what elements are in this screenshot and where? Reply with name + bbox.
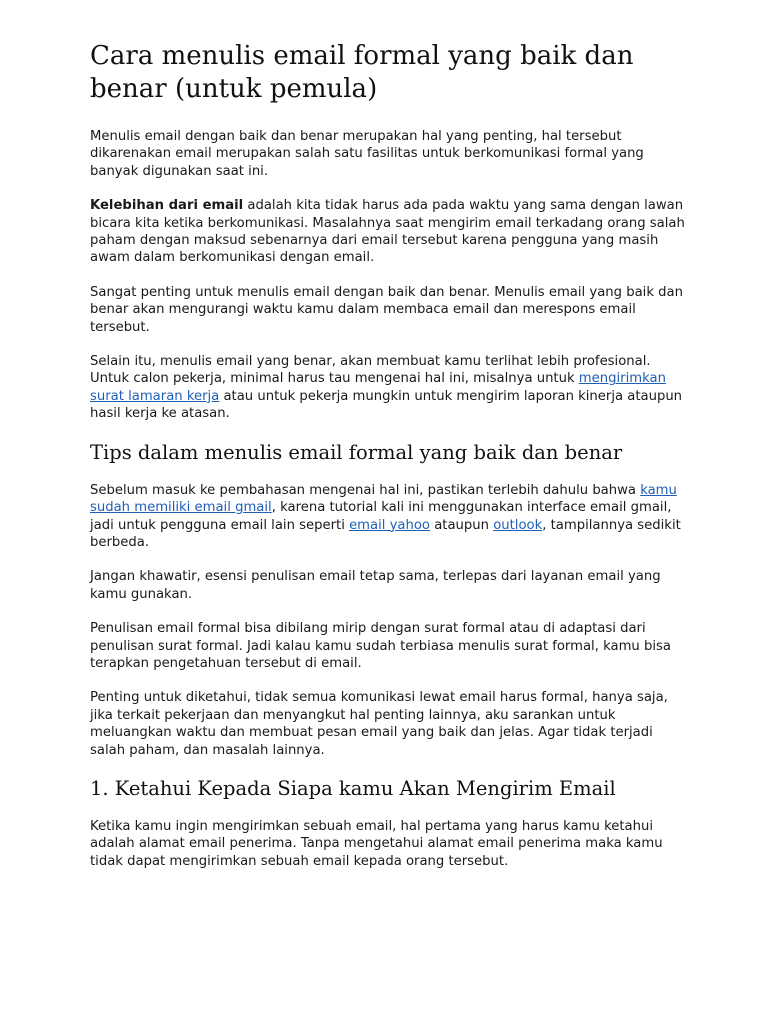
tips-paragraph-3: Penulisan email formal bisa dibilang mirip dengan surat formal atau di adaptasi dari penulisan surat formal. Jadi kalau kamu sudah terbiasa menulis surat formal, kamu bisa terapkan pengetahuan tersebut di email. [90,621,671,671]
intro-paragraph-2 [90,197,690,267]
document-title: Cara menulis email formal yang baik dan benar (untuk pemula) [90,41,634,104]
tips-paragraph-1 [90,482,690,552]
document-page [90,40,690,887]
paragraph-text: adalah kita tidak harus ada pada waktu yang sama dengan lawan bicara kita ketika berkomunikasi. Masalahnya saat mengirim email terkadang orang salah paham dengan maksud sebenarnya dari email tersebut karena pengguna yang masih awam dalam berkomunikasi dengan email. [90,198,685,266]
bold-term: Kelebihan dari email [90,198,244,214]
link-surat-lamaran[interactable]: mengirimkan surat lamaran kerja [90,371,666,404]
paragraph-text: ataupun [430,517,494,533]
intro-paragraph-1: Menulis email dengan baik dan benar merupakan hal yang penting, hal tersebut dikarenakan email merupakan salah satu fasilitas untuk berkomunikasi formal yang banyak digunakan saat ini. [90,129,644,179]
paragraph-text: atau untuk pekerja mungkin untuk mengirim laporan kinerja ataupun hasil kerja ke atasan. [90,388,683,422]
section-1-paragraph-1: Ketika kamu ingin mengirimkan sebuah email, hal pertama yang harus kamu ketahui adalah alamat email penerima. Tanpa mengetahui alamat email penerima maka kamu tidak dapat mengirimkan sebuah email kepada orang tersebut. [90,818,663,869]
tips-paragraph-2: Jangan khawatir, esensi penulisan email tetap sama, terlepas dari layanan email yang kamu gunakan. [90,569,661,602]
tips-heading: Tips dalam menulis email formal yang baik dan benar [90,440,623,464]
intro-paragraph-3: Sangat penting untuk menulis email dengan baik dan benar. Menulis email yang baik dan benar akan mengurangi waktu kamu dalam membaca email dan merespons email tersebut. [90,284,683,335]
intro-paragraph-4 [90,353,690,423]
paragraph-text: Selain itu, menulis email yang benar, akan membuat kamu terlihat lebih profesional. Untuk calon pekerja, minimal harus tau mengenai hal ini, misalnya untuk [90,354,651,387]
section-1-heading: 1. Ketahui Kepada Siapa kamu Akan Mengirim Email [90,776,616,800]
link-email-gmail[interactable]: kamu sudah memiliki email gmail [90,482,677,516]
paragraph-text: Sebelum masuk ke pembahasan mengenai hal ini, pastikan terlebih dahulu bahwa [90,482,641,498]
paragraph-text: , karena tutorial kali ini menggunakan interface email gmail, jadi untuk pengguna email lain seperti [90,500,672,533]
link-email-yahoo[interactable]: email yahoo [349,517,431,533]
link-outlook[interactable]: outlook [493,517,543,533]
paragraph-text: , tampilannya sedikit berbeda. [90,517,681,550]
tips-paragraph-4: Penting untuk diketahui, tidak semua komunikasi lewat email harus formal, hanya saja, jika terkait pekerjaan dan menyangkut hal penting lainnya, aku sarankan untuk meluangkan waktu dan membuat pesan email yang baik dan jelas. Agar tidak terjadi salah paham, dan masalah lainnya. [90,690,668,758]
